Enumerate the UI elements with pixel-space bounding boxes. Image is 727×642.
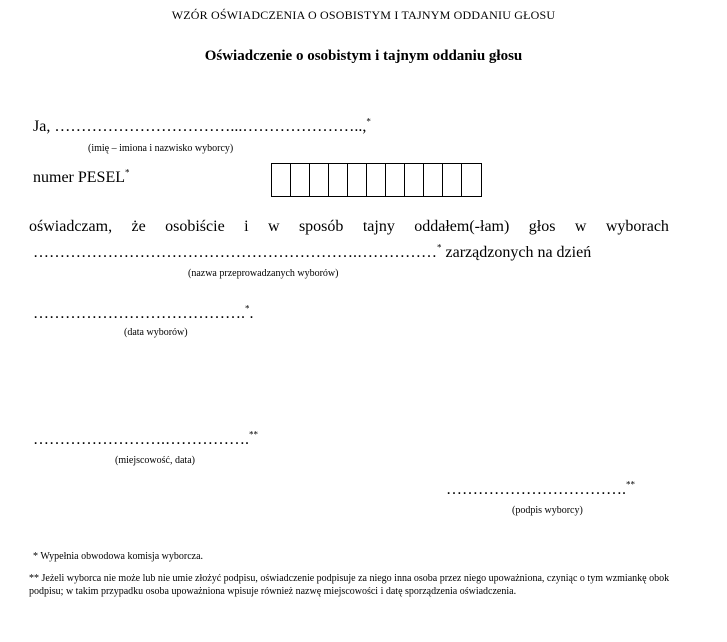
signature-field-dots[interactable]: ……………………………. bbox=[446, 481, 626, 498]
statement-word: oddałem(-łam) bbox=[414, 218, 510, 235]
pesel-digit-cell[interactable] bbox=[443, 164, 462, 196]
pesel-digit-cell[interactable] bbox=[310, 164, 329, 196]
pesel-digit-cell[interactable] bbox=[367, 164, 386, 196]
footnote-2: ** Jeżeli wyborca nie może lub nie umie złożyć podpisu, oświadczenie podpisuje za niego inna osoba przez niego upoważniona, czyniąc o tym wzmiankę obok podpisu; w takim przypadku osoba upoważniona wpisuje również nazwę miejscowości i datę sporządzenia oświadczenia. bbox=[29, 573, 670, 597]
pesel-digit-cell[interactable] bbox=[329, 164, 348, 196]
election-name-line bbox=[33, 244, 591, 262]
statement-word: tajny bbox=[362, 218, 395, 235]
pesel-label-row bbox=[33, 169, 130, 187]
statement-suffix: zarządzonych na dzień bbox=[441, 244, 592, 261]
pesel-digit-cell[interactable] bbox=[424, 164, 443, 196]
statement-word: w bbox=[574, 218, 587, 235]
pesel-digit-cell[interactable] bbox=[348, 164, 367, 196]
place-date-line bbox=[33, 431, 258, 449]
statement-word: sposób bbox=[298, 218, 344, 235]
place-date-field-dots[interactable]: …………………….……………. bbox=[33, 431, 249, 448]
statement-line bbox=[29, 218, 669, 236]
statement-word: wyborach bbox=[605, 218, 669, 235]
form-template-header: WZÓR OŚWIADCZENIA O OSOBISTYM I TAJNYM ODDANIU GŁOSU bbox=[171, 8, 556, 22]
statement-word: głos bbox=[528, 218, 556, 235]
pesel-digit-cell[interactable] bbox=[405, 164, 424, 196]
pesel-digit-cell[interactable] bbox=[386, 164, 405, 196]
name-field-dots[interactable]: ……………………………...………………….., bbox=[54, 118, 367, 135]
pesel-input-grid[interactable] bbox=[271, 163, 482, 197]
election-footnote-mark: * bbox=[437, 242, 442, 253]
pesel-digit-cell[interactable] bbox=[272, 164, 291, 196]
election-date-line bbox=[33, 305, 254, 323]
statement-word: w bbox=[267, 218, 280, 235]
pesel-digit-cell[interactable] bbox=[462, 164, 481, 196]
name-footnote-mark: * bbox=[366, 116, 371, 127]
statement-word: osobiście bbox=[165, 218, 225, 235]
pesel-label: numer PESEL bbox=[33, 169, 125, 186]
date-end-period: . bbox=[249, 305, 254, 322]
statement-word: i bbox=[244, 218, 249, 235]
name-line bbox=[33, 118, 371, 136]
pesel-digit-cell[interactable] bbox=[291, 164, 310, 196]
document-title: Oświadczenie o osobistym i tajnym oddaniu głosu bbox=[204, 48, 523, 64]
signature-line bbox=[446, 481, 635, 499]
footnote-1: * Wypełnia obwodowa komisja wyborcza. bbox=[33, 551, 204, 562]
statement-word: oświadczam, bbox=[29, 218, 113, 235]
election-name-caption: (nazwa przeprowadzanych wyborów) bbox=[188, 268, 339, 279]
name-prefix: Ja, bbox=[33, 118, 51, 135]
pesel-footnote-mark: * bbox=[125, 167, 130, 178]
election-date-caption: (data wyborów) bbox=[124, 327, 188, 338]
signature-footnote-mark: ** bbox=[626, 479, 635, 490]
date-footnote-mark: * bbox=[245, 303, 250, 314]
place-date-caption: (miejscowość, data) bbox=[115, 455, 195, 466]
statement-word: że bbox=[131, 218, 146, 235]
place-footnote-mark: ** bbox=[249, 429, 258, 440]
signature-caption: (podpis wyborcy) bbox=[512, 505, 583, 516]
name-caption: (imię – imiona i nazwisko wyborcy) bbox=[88, 143, 234, 154]
election-name-field-dots[interactable]: …………………………………………………….…………… bbox=[33, 244, 437, 261]
election-date-field-dots[interactable]: …………………………………. bbox=[33, 305, 245, 322]
